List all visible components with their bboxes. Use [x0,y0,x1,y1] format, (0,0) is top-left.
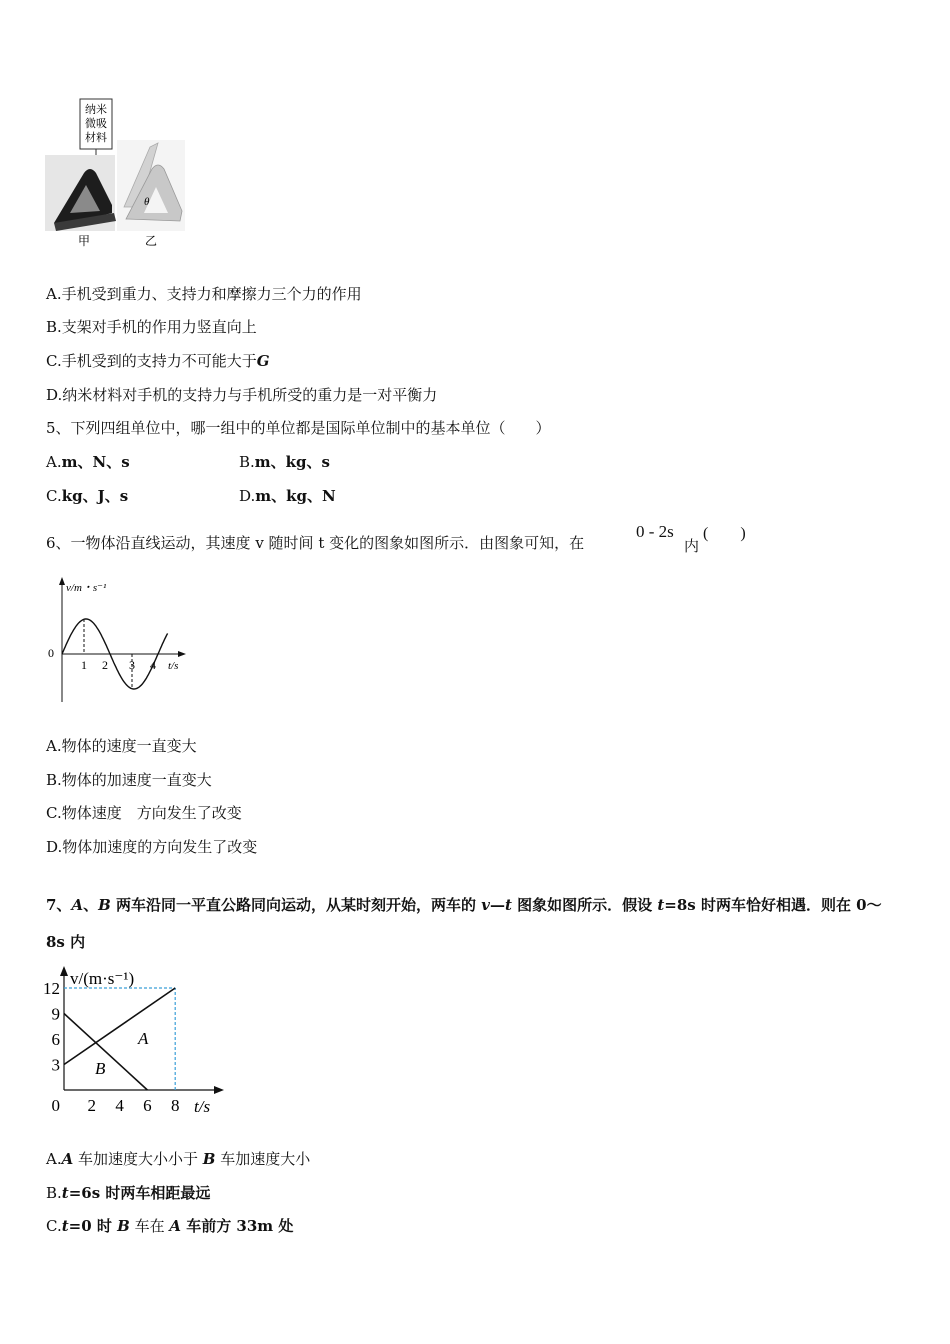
option-letter: C. [46,352,62,370]
q4-option-c[interactable] [46,351,270,371]
q4-option-a[interactable] [46,284,362,304]
symbol-v: v [481,896,490,914]
q6-tick-4: 4 [150,658,156,672]
option-letter: A. [46,737,62,755]
option-letter: D. [46,386,63,404]
option-text: 物体速度 方向发生了改变 [61,804,242,822]
option-text: 车前方 33m 处 [180,1217,294,1235]
option-text: 物体的速度一直变大 [61,737,197,755]
option-text: 物体加速度的方向发生了改变 [62,838,258,856]
option-text: 车加速度大小小于 [73,1150,203,1168]
stem-part: 7、 [46,896,72,914]
q6-stem-paren: ( ) [703,525,746,542]
option-letter: C. [46,804,62,822]
q7-series-b-line [64,1014,147,1091]
option-text: kg、J、s [61,487,129,505]
q5-stem: 5、下列四组单位中，哪一组中的单位都是国际单位制中的基本单位（ ） [46,419,551,437]
symbol-b: B [202,1150,216,1168]
option-text: 纳米材料对手机的支持力与手机所受的重力是一对平衡力 [62,386,438,404]
symbol-a: A [169,1217,181,1235]
option-text: 支架对手机的作用力竖直向上 [61,318,257,336]
q5-option-d[interactable] [239,486,336,506]
option-text: =6s 时两车相距最远 [68,1184,211,1202]
stem-part: 、 [83,896,99,914]
q6-stem [46,533,584,553]
option-text: m、N、s [61,453,130,471]
q7-option-c[interactable] [46,1216,293,1236]
q7-series-a-label: A [138,1029,149,1048]
callout-line-2: 微吸 [85,118,107,130]
q7-xtick-label: 6 [143,1096,152,1115]
q6-option-d[interactable] [46,837,257,857]
option-letter: D. [239,487,256,505]
stem-part: 两车沿同一平直公路同向运动，从某时刻开始，两车的 [110,896,482,914]
q7-series-b-label: B [95,1059,106,1078]
option-letter: B. [46,771,62,789]
q4-option-d[interactable] [46,385,437,405]
stem-part: — [489,896,505,914]
option-letter: B. [46,318,62,336]
figure-label-jia: 甲 [77,234,91,248]
q6-xlabel: t/s [168,660,179,672]
symbol-a: A [71,896,84,914]
q6-velocity-graph [40,575,200,705]
option-letter: A. [46,1150,62,1168]
option-letter: D. [46,838,63,856]
figure-label-yi: 乙 [144,234,158,248]
q7-chart [40,962,240,1122]
q4-option-b[interactable] [46,317,257,337]
q6-tick-1: 1 [81,658,87,672]
option-text: 手机受到的支持力不可能大于 [61,352,257,370]
q6-ylabel: v/m・s⁻¹ [66,582,107,594]
q6-stem-end: 内 [684,537,700,555]
q6-option-c[interactable] [46,803,242,823]
option-text: =0 时 [68,1217,118,1235]
q7-vt-chart [40,962,240,1122]
q6-tick-3: 3 [129,658,135,672]
q7-option-a[interactable] [46,1149,310,1169]
q5-option-a[interactable] [46,452,130,472]
symbol-b: B [98,896,111,914]
option-letter: C. [46,1217,62,1235]
q7-xtick-label: 2 [87,1096,97,1115]
callout-line-1: 纳米 [85,104,107,116]
q6-graph [40,575,200,705]
q7-series-a-line [64,988,175,1065]
symbol-t: t [61,1217,69,1235]
q7-ylabel: v/(m·s⁻¹) [70,969,135,988]
q7-xlabel: t/s [194,1097,211,1116]
symbol-t: t [61,1184,69,1202]
q6-stem-text: 6、一物体沿直线运动，其速度 v 随时间 t 变化的图象如图所示．由图象可知，在 [46,534,585,552]
phone-stand-illustration [40,95,190,255]
option-letter: B. [46,1184,62,1202]
stem-part: 图象如图所示．假设 [511,896,658,914]
q6-tick-2: 2 [102,658,108,672]
q7-ytick-label: 9 [51,1004,60,1024]
q7-stem-line2: 8s 内 [46,933,86,951]
q7-ytick-label: 3 [51,1055,60,1075]
option-text: 车加速度大小 [215,1150,311,1168]
option-text: 车在 [129,1217,170,1235]
theta-label: θ [144,196,150,208]
option-letter: C. [46,487,62,505]
q6-range: 0 - 2s [636,522,674,541]
q7-ytick-label: 12 [43,979,60,998]
q7-option-b[interactable] [46,1183,210,1203]
option-text: 手机受到重力、支持力和摩擦力三个力的作用 [61,285,362,303]
q7-stem [46,895,882,915]
q5-option-b[interactable] [239,452,330,472]
option-text: 物体的加速度一直变大 [61,771,212,789]
q6-option-a[interactable] [46,736,197,756]
q7-xtick-label: 8 [170,1096,180,1115]
q6-option-b[interactable] [46,770,212,790]
stem-part: =8s 时两车恰好相遇．则在 0～ [664,896,882,914]
option-text: m、kg、N [255,487,336,505]
q6-origin: 0 [48,646,54,660]
callout-line-3: 材料 [85,132,107,144]
q7-ytick-label: 6 [51,1030,60,1049]
q7-xtick-label: 4 [115,1096,124,1115]
option-letter: A. [46,285,62,303]
symbol-g: G [256,352,270,370]
option-letter: B. [239,453,255,471]
q5-option-c[interactable] [46,486,128,506]
option-letter: A. [46,453,62,471]
q7-xtick-label: 0 [51,1096,60,1115]
option-text: m、kg、s [254,453,330,471]
symbol-b: B [117,1217,130,1235]
symbol-a: A [61,1150,74,1168]
symbol-t: t [657,896,665,914]
symbol-t: t [504,896,512,914]
phone-stand-figure [40,95,190,255]
